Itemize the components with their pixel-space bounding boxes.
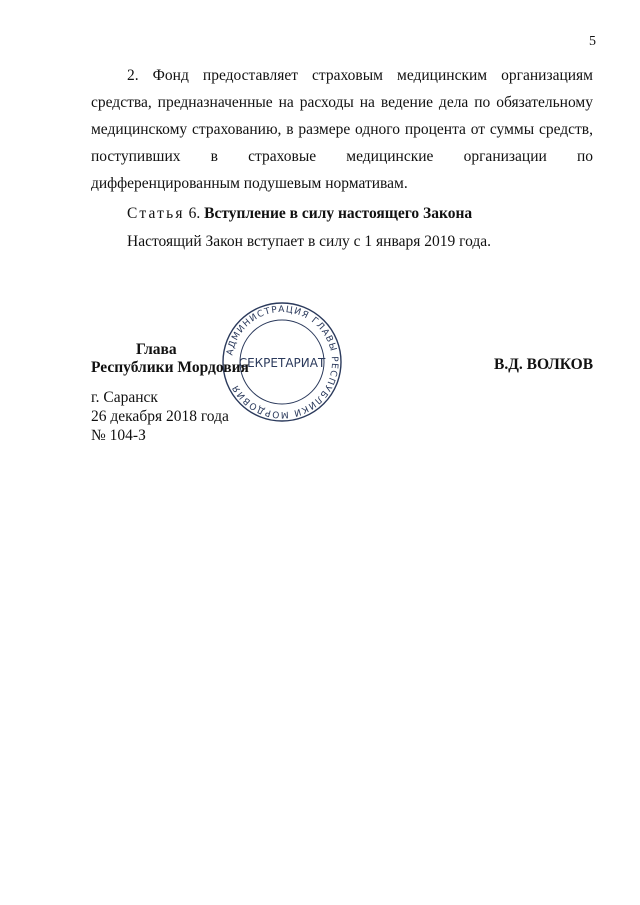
city: г. Саранск	[91, 389, 158, 406]
law-number: № 104-З	[91, 427, 146, 444]
article-6-heading	[127, 202, 472, 226]
article-title: Вступление в силу настоящего Закона	[204, 205, 473, 222]
signatory-title-line-2: Республики Мордовия	[91, 359, 249, 376]
signatory-title-line-1: Глава	[136, 341, 177, 358]
paragraph-fund-provision: 2. Фонд предоставляет страховым медицинским организациям средства, предназначенные на расходы на ведение дела по обязательному медицинскому страхованию, в размере одного процента от суммы средств, поступивших в страховые медицинские организации по дифференцированным подушевым нормативам.	[91, 67, 593, 192]
article-number: 6.	[184, 205, 205, 222]
stamp-center-text: СЕКРЕТАРИАТ	[238, 356, 326, 370]
article-6-text: Настоящий Закон вступает в силу с 1 января 2019 года.	[127, 233, 492, 250]
date: 26 декабря 2018 года	[91, 408, 229, 425]
stamp-outer-text: АДМИНИСТРАЦИЯ ГЛАВЫ РЕСПУБЛИКИ МОРДОВИЯ	[225, 304, 340, 420]
article-label: Статья	[127, 205, 185, 222]
page-number: 5	[589, 34, 596, 49]
place-date-block	[91, 388, 229, 445]
signatory-name: В.Д. ВОЛКОВ	[494, 356, 594, 373]
